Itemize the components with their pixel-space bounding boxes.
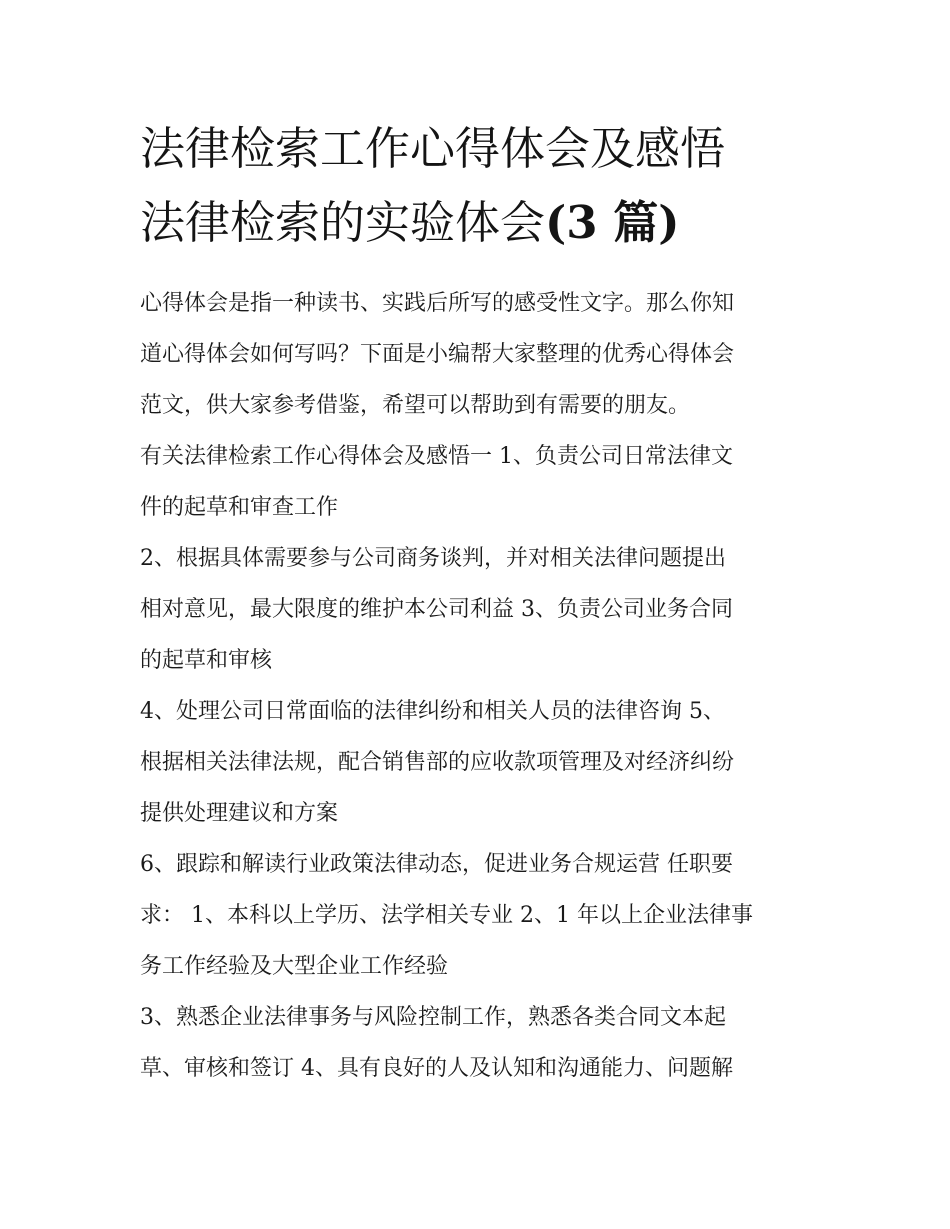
body-line: 3、熟悉企业法律事务与风险控制工作，熟悉各类合同文本起 (140, 1005, 726, 1030)
body-line: 6、跟踪和解读行业政策法律动态，促进业务合规运营 任职要 (140, 852, 733, 877)
title-line-2: 法律检索的实验体会 (140, 196, 546, 249)
body-line: 根据相关法律法规，配合销售部的应收款项管理及对经济纠纷 (140, 750, 735, 775)
body-line: 有关法律检索工作心得体会及感悟一 1、负责公司日常法律文 (140, 444, 733, 469)
body-line: 的起草和审核 (140, 648, 273, 673)
body-line: 相对意见，最大限度的维护本公司利益 3、负责公司业务合同 (140, 597, 733, 622)
body-line: 草、审核和签订 4、具有良好的人及认知和沟通能力、问题解 (140, 1056, 733, 1081)
body-line: 2、根据具体需要参与公司商务谈判，并对相关法律问题提出 (140, 546, 726, 571)
body-line: 范文，供大家参考借鉴，希望可以帮助到有需要的朋友。 (140, 393, 691, 418)
document-body (140, 278, 820, 1094)
document-title (140, 112, 820, 260)
body-line: 道心得体会如何写吗？下面是小编帮大家整理的优秀心得体会 (140, 342, 735, 367)
title-suffix: (3 篇) (545, 196, 680, 249)
body-line: 求： 1、本科以上学历、法学相关专业 2、1 年以上企业法律事 (140, 903, 753, 928)
body-line: 件的起草和审查工作 (140, 495, 339, 520)
body-line: 务工作经验及大型企业工作经验 (140, 954, 449, 979)
body-line: 4、处理公司日常面临的法律纠纷和相关人员的法律咨询 5、 (140, 699, 725, 724)
body-line: 心得体会是指一种读书、实践后所写的感受性文字。那么你知 (140, 291, 735, 316)
body-line: 提供处理建议和方案 (140, 801, 339, 826)
title-line-1: 法律检索工作心得体会及感悟 (140, 122, 726, 175)
